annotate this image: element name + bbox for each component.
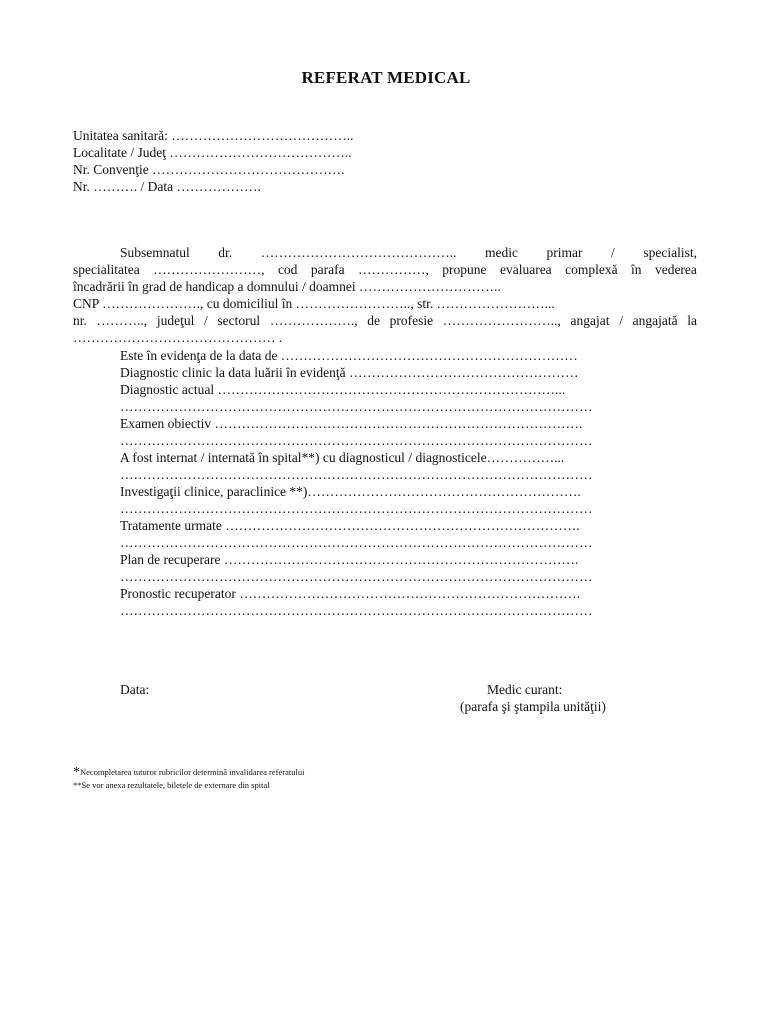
conventie-line: Nr. Convenţie …………………………………….	[73, 162, 345, 177]
localitate-judet-line: Localitate / Judeţ …………………………………..	[73, 145, 352, 160]
field-continuation: ……………………………………………………………………………………………	[120, 399, 593, 414]
field-investigatii: Investigaţii clinice, paraclinice **)…………………………………………………….	[120, 484, 581, 499]
word: judeţul	[156, 313, 195, 328]
word: ………..,	[96, 313, 148, 328]
word: /	[203, 313, 208, 328]
document-title: REFERAT MEDICAL	[301, 68, 471, 87]
field-diagnostic-clinic: Diagnostic clinic la data luării în evidenţă ……………………………………………	[120, 365, 579, 380]
asterisk: *	[73, 765, 80, 780]
paragraph-line-4: CNP …………………., cu domiciliul în …………………….., str. ……………………...	[73, 296, 555, 311]
word: angajat	[570, 313, 610, 328]
field-internare: A fost internat / internată în spital**) cu diagnosticul / diagnosticele……………...	[120, 450, 565, 465]
word: evaluarea	[499, 262, 552, 277]
word: /	[611, 245, 615, 260]
parafa-stampila-label: (parafa şi ştampila unităţii)	[460, 699, 606, 714]
word: angajată	[632, 313, 678, 328]
word: dr.	[218, 245, 233, 260]
footnote-2: **Se vor anexa rezultatele, biletele de externare din spital	[73, 780, 270, 790]
word: în	[631, 262, 642, 277]
field-continuation: ……………………………………………………………………………………………	[120, 535, 593, 550]
field-continuation: ……………………………………………………………………………………………	[120, 501, 593, 516]
paragraph-line-6: ……………………………………… .	[73, 330, 283, 345]
field-continuation: ……………………………………………………………………………………………	[120, 467, 593, 482]
word: specialitatea	[73, 262, 140, 277]
word: propune	[442, 262, 487, 277]
field-pronostic: Pronostic recuperator ………………………………………………………………….	[120, 586, 581, 601]
word: profesie	[389, 313, 434, 328]
field-continuation: ……………………………………………………………………………………………	[120, 603, 593, 618]
word: sectorul	[217, 313, 261, 328]
nr-data-line: Nr. ………. / Data ……………….	[73, 179, 261, 194]
field-continuation: ……………………………………………………………………………………………	[120, 569, 593, 584]
paragraph-line-3: încadrării în grad de handicap a domnului / doamnei …………………………..	[73, 279, 501, 294]
word: medic	[484, 245, 518, 260]
word: la	[687, 313, 697, 328]
word: ……………,	[358, 262, 429, 277]
word: Subsemnatul	[120, 245, 190, 260]
word: vederea	[654, 262, 697, 277]
word: ……………………………………..	[260, 245, 457, 260]
word: ……………………,	[153, 262, 265, 277]
word: complexă	[565, 262, 618, 277]
paragraph-line-2	[73, 261, 697, 278]
footnote-1-text: Necompletarea tuturor rubricilor determină invalidarea referatului	[80, 767, 305, 777]
field-continuation: ……………………………………………………………………………………………	[120, 433, 593, 448]
word: ……………………..,	[442, 313, 561, 328]
field-plan-recuperare: Plan de recuperare …………………………………………………………………….	[120, 552, 579, 567]
word: ……………….,	[269, 313, 358, 328]
footnote-1	[73, 766, 304, 779]
paragraph-line-5	[73, 312, 697, 329]
word: parafa	[310, 262, 345, 277]
medic-curant-label: Medic curant:	[487, 682, 563, 697]
footnotes	[73, 766, 304, 791]
data-label: Data:	[120, 682, 150, 697]
medical-fields	[120, 347, 640, 619]
paragraph-line-1	[73, 244, 697, 261]
field-evidenta: Este în evidenţa de la data de …………………………………………………………	[120, 348, 578, 363]
field-examen-obiectiv: Examen obiectiv ……………………………………………………………………….	[120, 416, 583, 431]
word: nr.	[73, 313, 87, 328]
word: specialist,	[643, 245, 697, 260]
word: cod	[277, 262, 298, 277]
field-tratamente: Tratamente urmate …………………………………………………………………….	[120, 518, 580, 533]
word: primar	[546, 245, 583, 260]
word: de	[367, 313, 380, 328]
field-diagnostic-actual: Diagnostic actual …………………………………………………………………...	[120, 382, 566, 397]
word: /	[619, 313, 623, 328]
unitate-sanitara-line: Unitatea sanitară: …………………………………..	[73, 128, 354, 143]
referral-paragraph	[73, 244, 697, 346]
header-block	[73, 127, 353, 195]
